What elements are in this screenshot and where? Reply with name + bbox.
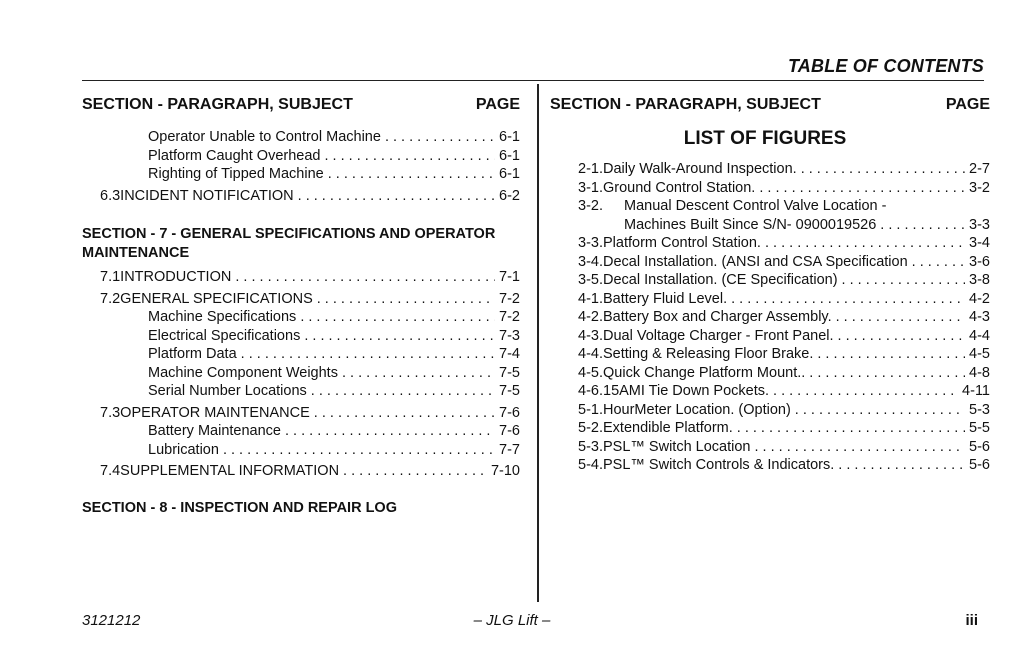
left-column-header — [82, 96, 520, 120]
toc-entry[interactable]: 6.3 INCIDENT NOTIFICATION . . . 6-2 — [82, 187, 520, 206]
page-heading: PAGE — [945, 96, 990, 113]
footer-brand: – JLG Lift – — [473, 612, 551, 629]
figures-list — [550, 160, 990, 475]
figure-entry[interactable]: 5-4. PSL™ Switch Controls & Indicators. . . . 5-6 — [550, 456, 990, 475]
figure-entry[interactable]: 3-1. Ground Control Station. . . . 3-2 — [550, 179, 990, 198]
figure-entry[interactable]: 5-3. PSL™ Switch Location . . . 5-6 — [550, 438, 990, 457]
figure-entry[interactable]: 4-4. Setting & Releasing Floor Brake. . . . 4-5 — [550, 345, 990, 364]
toc-entry[interactable]: Machine Component Weights . . . 7-5 — [82, 364, 520, 383]
figure-entry[interactable]: 2-1. Daily Walk-Around Inspection. . . . 2-7 — [550, 160, 990, 179]
figure-entry[interactable]: 4-6. 15AMI Tie Down Pockets. . . . 4-11 — [550, 382, 990, 401]
page-title: TABLE OF CONTENTS — [787, 56, 984, 76]
section-8-heading[interactable]: SECTION - 8 - INSPECTION AND REPAIR LOG — [82, 499, 397, 516]
document-number: 3121212 — [82, 612, 141, 629]
figure-entry[interactable]: 5-1. HourMeter Location. (Option) . . . 5-3 — [550, 401, 990, 420]
toc-entry[interactable]: Platform Data . . . 7-4 — [82, 345, 520, 364]
toc-entry[interactable]: Electrical Specifications . . . 7-3 — [82, 327, 520, 346]
page-number: iii — [965, 612, 978, 629]
section-7-heading[interactable]: SECTION - 7 - GENERAL SPECIFICATIONS AND OPERATOR MAINTENANCE — [82, 226, 496, 261]
toc-entry[interactable]: Platform Caught Overhead . . . 6-1 — [82, 147, 520, 166]
subject-heading: SECTION - PARAGRAPH, SUBJECT — [550, 96, 821, 113]
page-heading: PAGE — [475, 96, 520, 113]
figure-entry[interactable]: 3-2. Manual Descent Control Valve Location - — [578, 198, 887, 214]
left-column — [82, 96, 520, 523]
right-column-header — [550, 96, 990, 120]
figure-entry[interactable]: 4-2. Battery Box and Charger Assembly. . . . 4-3 — [550, 308, 990, 327]
toc-entry[interactable]: 7.4 SUPPLEMENTAL INFORMATION . . . 7-10 — [82, 462, 520, 481]
toc-entry[interactable]: Machine Specifications . . . 7-2 — [82, 308, 520, 327]
toc-entry[interactable]: 7.2 GENERAL SPECIFICATIONS . . . 7-2 — [82, 290, 520, 309]
toc-entry[interactable]: Operator Unable to Control Machine . . . 6-1 — [82, 128, 520, 147]
column-divider — [537, 84, 539, 602]
toc-entry[interactable]: 7.1 INTRODUCTION . . . 7-1 — [82, 268, 520, 287]
toc-entry[interactable]: Lubrication . . . 7-7 — [82, 441, 520, 460]
figure-entry-continuation[interactable]: Machines Built Since S/N- 0900019526 . . . 3-3 — [550, 216, 990, 235]
subject-heading: SECTION - PARAGRAPH, SUBJECT — [82, 96, 353, 113]
figure-entry[interactable]: 4-5. Quick Change Platform Mount.. . . . 4-8 — [550, 364, 990, 383]
figure-entry[interactable]: 3-5. Decal Installation. (CE Specification) . . . 3-8 — [550, 271, 990, 290]
toc-entry[interactable]: 7.3 OPERATOR MAINTENANCE . . . 7-6 — [82, 404, 520, 423]
toc-entry[interactable]: Battery Maintenance . . . 7-6 — [82, 422, 520, 441]
top-rule — [82, 80, 984, 81]
figure-entry[interactable]: 4-1. Battery Fluid Level. . . . 4-2 — [550, 290, 990, 309]
figure-entry[interactable]: 5-2. Extendible Platform. . . . 5-5 — [550, 419, 990, 438]
right-column — [550, 96, 990, 475]
figure-entry[interactable]: 3-3. Platform Control Station. . . . 3-4 — [550, 234, 990, 253]
toc-entry[interactable]: Righting of Tipped Machine . . . 6-1 — [82, 165, 520, 184]
figure-entry[interactable]: 3-4. Decal Installation. (ANSI and CSA Specification . . . 3-6 — [550, 253, 990, 272]
figure-entry[interactable]: 4-3. Dual Voltage Charger - Front Panel. . . . 4-4 — [550, 327, 990, 346]
list-of-figures-title: LIST OF FIGURES — [683, 128, 847, 149]
toc-entry[interactable]: Serial Number Locations . . . 7-5 — [82, 382, 520, 401]
